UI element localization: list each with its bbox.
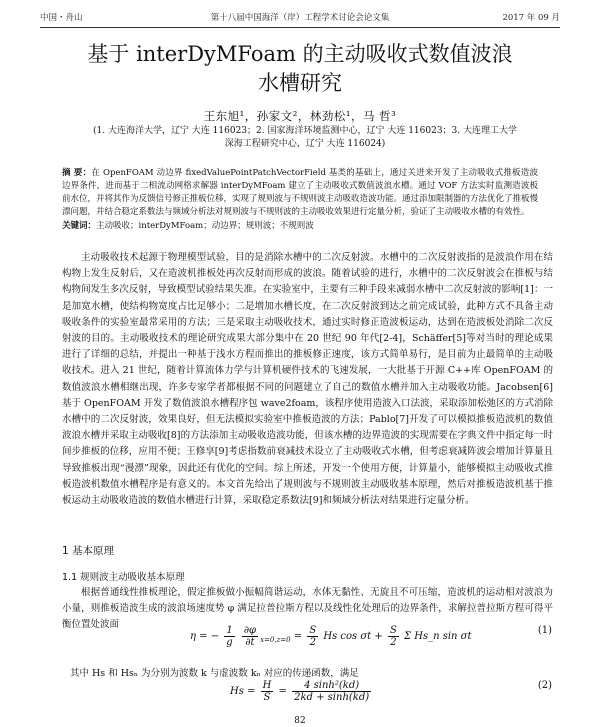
fraction: $\frac{1}{g}$ [226, 625, 233, 648]
fraction: $\frac{\partial\varphi}{\partial t}$ [243, 625, 257, 648]
keywords [62, 220, 538, 233]
equation-1 [0, 625, 600, 655]
affiliations [50, 125, 560, 151]
paper-title [0, 40, 600, 98]
equation-1-body: η = − $\frac{1}{g}$ $\frac{\partial\varphi}{\partial t}$ $_{x=0,z=0}$ = $\frac{S}{2}$ Hs cos σt + $\frac{S}{2}$ Σ Hs_n sin σt [190, 625, 472, 648]
header-date: 2017 年 09 月 [502, 13, 560, 23]
keywords-text: 主动吸收；interDyMFoam；动边界；规则波；不规则波 [96, 221, 314, 231]
intro-paragraph: 主动吸收技术起源于物理模型试验，目的是消除水槽中的二次反射波。水槽中的二次反射波指的是波浪作用在结构物上发生反射后，又在造波机推板处再次反射而形成的波浪。随着试验的进行，水槽中的二次反射波会在推板与结构物间发生多次反射，导致模型试验结果失准。在实验室中，主要有三种手段来减弱水槽中二次反射波的影响[1]：一是加宽水槽，使结构物宽度占比足够小；二是增加水槽长度，在二次反射波到达之前完成试验，此种方式不具备主动吸收条件的实验室最常采用的方法；三是采取主动吸收技术，通过实时修正造波板运动，达到在造波板处消除二次反射波的目的。主动吸收技术的理论研究成果大部分集中在 20 世纪 90 年代[2-4]，Schäffer[5]等对当时的理论成果进行了详细的总结，并提出一种基于浅水方程而推出的推板修正速度，该方式简单易行，是目前为止最简单的主动吸收技术。进入 21 世纪，随着计算流体力学与计算机硬件技术的飞速发展，一大批基于开源 C++库 OpenFOAM 的数值波浪水槽相继出现，许多专家学者都根据不同的问题建立了自己的数值水槽并加入主动吸收功能。Jacobsen[6]基于 OpenFOAM 开发了数值波浪水槽程序包 wave2foam，该程序使用造波入口法波，采取添加松弛区的方式消除水槽中的二次反射波，效果良好，但无法模拟实验室中推板造波的方法；Pablo[7]开发了可以模拟推板造波机的数值波浪水槽并采取主动吸收[8]的方法添加主动吸收造波功能，但该水槽的边界造波的实现需要在字典文件中指定每一时间步推板的位移，应用不便；王修享[9]考虑指数前衰减技术设立了主动吸收式水槽，但考虑衰减阵波会增加计算量且导致推板出现“漫漂”现象，因此还有优化的空间。综上所述，开发一个使用方便，计算量小，能够模拟主动吸收式推板造波机数值水槽程序是有意义的。本文首先给出了规则波与不规则波主动吸收基本原理，然后对推板造波机基于推板运动主动吸收造波的数值水槽进行计算，采取稳定系数法[9]和频域分析法对结果进行定量分析。 [62, 252, 553, 507]
fraction: $\frac{\text{4 sinh²(kd)}}{2kd + \sinh(kd)}$ [294, 680, 370, 703]
keywords-label: 关键词： [62, 221, 97, 231]
running-header [40, 11, 560, 25]
title-line-1: 基于 interDyMFoam 的主动吸收式数值波浪 [87, 42, 513, 66]
affiliation-line-2: 深海工程研究中心，辽宁 大连 116024) [224, 139, 386, 149]
affiliation-line-1: (1. 大连海洋大学，辽宁 大连 116023；2. 国家海洋环境监测中心，辽宁 大连 116023；3. 大连理工大学 [92, 126, 517, 136]
equation-2 [0, 680, 600, 710]
fraction: $\frac{S}{2}$ [309, 625, 317, 648]
page-number: 82 [294, 716, 306, 726]
equation-1-number: (1) [537, 625, 552, 636]
transfer-function-text: 其中 Hs 和 Hsₙ 为分别为波数 k 与虚波数 kₙ 对应的传递函数，满足 [70, 668, 359, 679]
header-proceedings: 第十八届中国海洋（岸）工程学术讨论会论文集 [210, 13, 390, 23]
header-rule [40, 27, 560, 28]
equation-2-body: Hs = $\frac{H}{S}$ = $\frac{\text{4 sinh²(kd)}}{2kd + \sinh(kd)}$ [230, 680, 370, 703]
abstract-label: 摘 要： [62, 168, 92, 178]
fraction: $\frac{H}{S}$ [262, 680, 272, 703]
title-line-2: 水槽研究 [258, 71, 342, 95]
fraction: $\frac{S}{2}$ [389, 625, 397, 648]
abstract-text: 在 OpenFOAM 动边界 fixedValuePointPatchVectorField 基类的基础上，通过关进来开发了主动吸收式推板造波边界条件，进而基于二相流动网格求解器 interDyMFoam 建立了主动吸收式数值波浪水槽。通过 VOF 方法实时监测造波板前水位，并将其作为反馈信号修正推板位移，实现了规则波与不规则波主动吸收造波功能。通过添加限制器的方法优化了推板慢漂问题，并结合稳定系数法与频域分析法对规则波与不规则波的主动吸收效果进行定量分析，验证了主动吸收水槽的有效性。 [62, 168, 539, 217]
abstract [62, 167, 538, 219]
equation-2-number: (2) [537, 680, 552, 691]
section-heading-1-1: 1.1 规则波主动吸收基本原理 [62, 572, 185, 583]
header-location: 中国・舟山 [40, 13, 83, 23]
section-heading-1: 1 基本原理 [62, 545, 115, 557]
author-list: 王东旭¹，孙家文²，林劲松¹，马 哲³ [203, 109, 397, 123]
theory-paragraph: 根据普通线性推板理论，假定推板做小振幅简谐运动，水体无黏性、无旋且不可压缩，造波机的运动相对波浪为小量，则推板造波生成的波浪场速度势 φ 满足拉普拉斯方程以及线性化处理后的边界条件，求解拉普拉斯方程可得平衡位置处波面 [62, 587, 553, 630]
